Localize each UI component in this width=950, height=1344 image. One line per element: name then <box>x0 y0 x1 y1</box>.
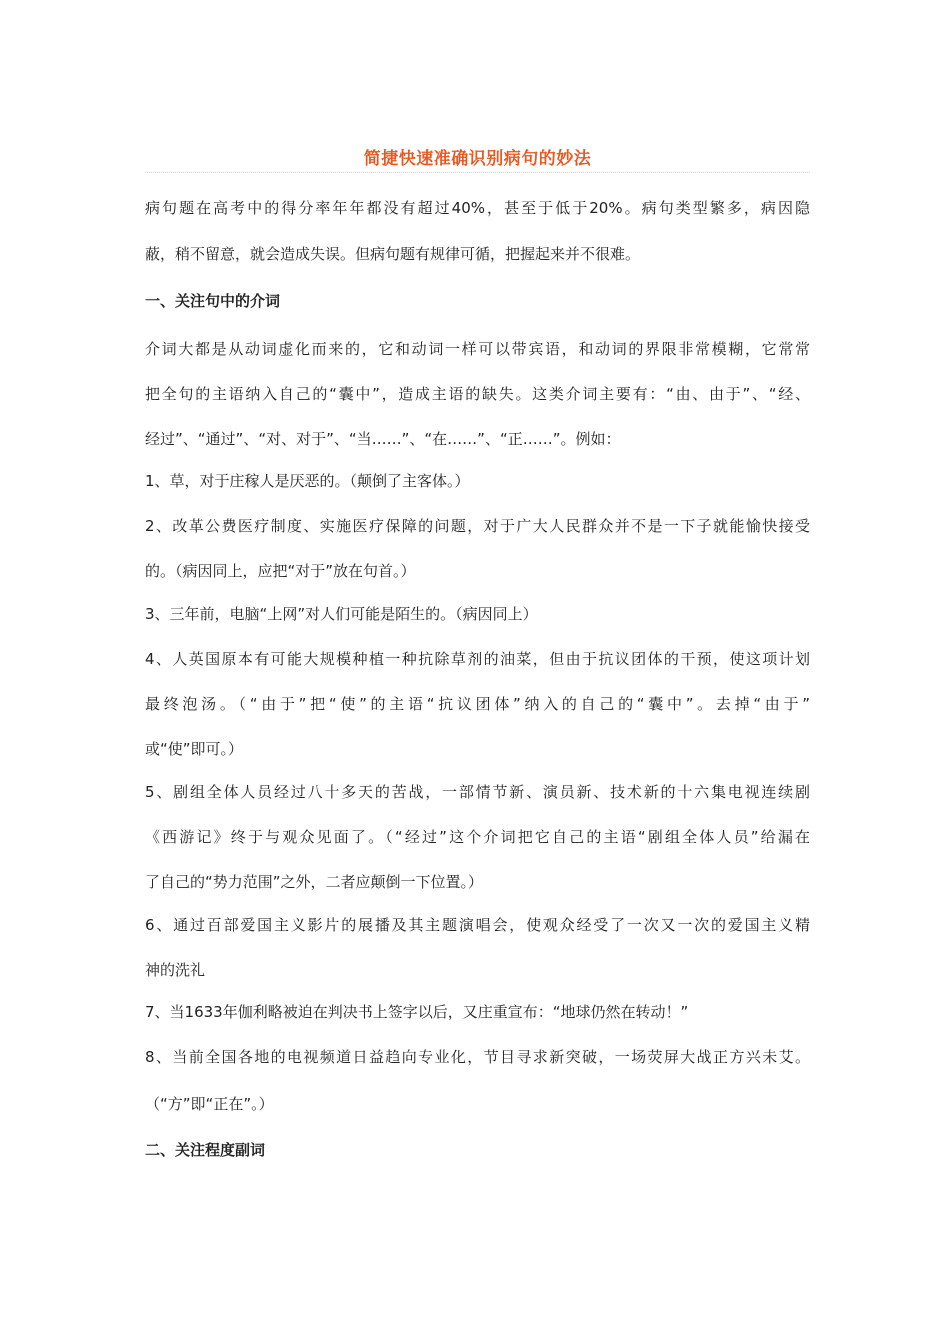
example-5-line-3: 了自己的“势力范围”之外，二者应颠倒一下位置。） <box>145 873 484 891</box>
example-8-line-2: （“方”即“正在”。） <box>145 1095 274 1113</box>
title-divider <box>145 172 810 173</box>
example-4-line-1: 4、人英国原本有可能大规模种植一种抗除草剂的油菜，但由于抗议团体的干预，使这项计划 <box>145 650 810 668</box>
example-5-line-1: 5、剧组全体人员经过八十多天的苦战，一部情节新、演员新、技术新的十六集电视连续剧 <box>145 783 810 801</box>
example-8-line-1: 8、当前全国各地的电视频道日益趋向专业化，节目寻求新突破，一场荧屏大战正方兴未艾。 <box>145 1048 810 1066</box>
example-2-line-2: 的。（病因同上，应把“对于”放在句首。） <box>145 562 416 580</box>
paragraph-line: 把全句的主语纳入自己的“囊中”，造成主语的缺失。这类介词主要有：“由、由于”、“经、 <box>145 385 810 403</box>
intro-line-1: 病句题在高考中的得分率年年都没有超过40%，甚至于低于20%。病句类型繁多，病因隐 <box>145 199 810 217</box>
document-title: 简捷快速准确识别病句的妙法 <box>363 149 592 169</box>
paragraph-line: 经过”、“通过”、“对、对于”、“当……”、“在……”、“正……”。例如： <box>145 430 621 448</box>
paragraph-line: 介词大都是从动词虚化而来的，它和动词一样可以带宾语，和动词的界限非常模糊，它常常 <box>145 340 810 358</box>
section-heading-1: 一、关注句中的介词 <box>145 292 281 310</box>
example-1: 1、草，对于庄稼人是厌恶的。（颠倒了主客体。） <box>145 472 470 490</box>
example-3: 3、三年前，电脑“上网”对人们可能是陌生的。（病因同上） <box>145 605 538 623</box>
example-6-line-2: 神的洗礼 <box>145 961 206 979</box>
section-heading-2: 二、关注程度副词 <box>145 1141 266 1159</box>
example-7: 7、当1633年伽利略被迫在判决书上签字以后，又庄重宣布：“地球仍然在转动！” <box>145 1003 689 1021</box>
example-5-line-2: 《西游记》终于与观众见面了。（“经过”这个介词把它自己的主语“剧组全体人员”给漏在 <box>145 828 810 846</box>
example-6-line-1: 6、通过百部爱国主义影片的展播及其主题演唱会，使观众经受了一次又一次的爱国主义精 <box>145 916 810 934</box>
example-2-line-1: 2、改革公费医疗制度、实施医疗保障的问题，对于广大人民群众并不是一下子就能愉快接受 <box>145 517 810 535</box>
intro-line-2: 蔽，稍不留意，就会造成失误。但病句题有规律可循，把握起来并不很难。 <box>145 245 641 263</box>
example-4-line-3: 或“使”即可。） <box>145 740 244 758</box>
example-4-line-2: 最终泡汤。（“由于”把“使”的主语“抗议团体”纳入的自己的“囊中”。去掉“由于” <box>145 695 810 713</box>
